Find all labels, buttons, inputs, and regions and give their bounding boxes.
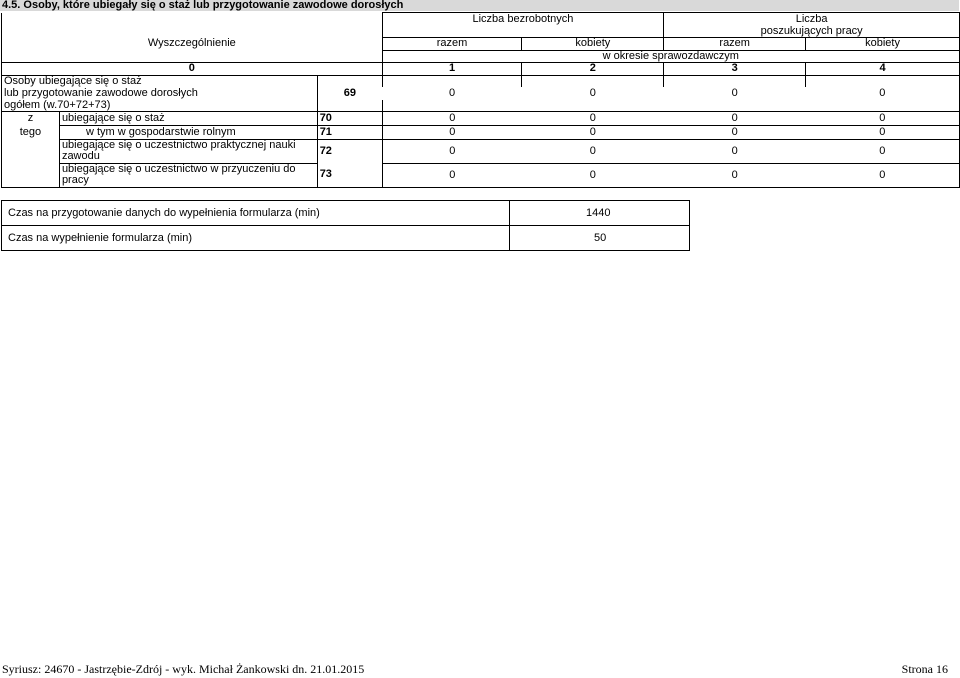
row-number: 72: [317, 139, 382, 163]
row-value: 0: [806, 111, 960, 125]
row-value: 0: [522, 163, 664, 187]
total-row-label-line2: lub przygotowanie zawodowe dorosłych: [2, 87, 318, 100]
total-value-1: 0: [448, 86, 456, 99]
col-number-2: 2: [522, 62, 664, 75]
table-row: [2, 111, 960, 125]
prep-time-row: [2, 201, 690, 226]
col-header-razem-2: razem: [664, 37, 806, 50]
row-value: 0: [664, 139, 806, 163]
total-row: [2, 75, 960, 87]
prep-time-label: Czas na przygotowanie danych do wypełnienia formularza (min): [2, 201, 510, 226]
total-row-mid: [2, 87, 960, 100]
row-number: 71: [317, 125, 382, 139]
col-number-4: 4: [806, 62, 960, 75]
row-value: 0: [806, 125, 960, 139]
row-label: ubiegające się o staż: [59, 111, 317, 125]
prep-time-value: 1440: [510, 201, 690, 226]
z-label: z: [2, 111, 60, 125]
time-table: [1, 200, 690, 251]
table-row: [2, 163, 960, 175]
row-value: 0: [806, 139, 960, 163]
row-label-header: Wyszczególnienie: [2, 37, 383, 50]
row-label: w tym w gospodarstwie rolnym: [59, 125, 317, 139]
row-label-line2: pracy: [59, 175, 317, 187]
row-label-line2: zawodu: [59, 151, 317, 163]
row-value: 0: [522, 139, 664, 163]
fill-time-label: Czas na wypełnienie formularza (min): [2, 226, 510, 251]
row-label-line1: ubiegające się o uczestnictwo praktycznej nauki: [59, 139, 317, 151]
row-label-line1: ubiegające się o uczestnictwo w przyuczeniu do: [59, 163, 317, 175]
table-row: [2, 125, 960, 139]
row-value: 0: [382, 163, 522, 187]
row-value: 0: [664, 163, 806, 187]
col-header-razem-1: razem: [382, 37, 522, 50]
header-columns-row: [2, 37, 960, 50]
fill-time-value: 50: [510, 226, 690, 251]
header-group-row: [2, 13, 960, 26]
tego-label: tego: [2, 125, 60, 139]
period-row: [2, 50, 960, 62]
row-value: 0: [382, 111, 522, 125]
page-number: Strona 16: [901, 662, 948, 676]
page-footer: [2, 662, 958, 677]
row-value: 0: [664, 111, 806, 125]
header-group-row-2: [2, 26, 960, 38]
period-label: w okresie sprawozdawczym: [382, 50, 959, 62]
total-row-label-line3: ogółem (w.70+72+73): [2, 100, 318, 112]
footer-left-text: Syriusz: 24670 - Jastrzębie-Zdrój - wyk. Michał Żankowski dn. 21.01.2015: [2, 662, 365, 676]
total-value-4: 0: [806, 87, 960, 100]
fill-time-row: [2, 226, 690, 251]
row-value: 0: [522, 111, 664, 125]
row-value: 0: [664, 125, 806, 139]
col-number-1: 1: [382, 62, 522, 75]
row-number: 73: [317, 163, 382, 187]
total-value-2: 0: [589, 86, 596, 99]
total-value-3: 0: [731, 86, 738, 99]
statistics-table: [1, 12, 960, 188]
header-job-seekers-line1: Liczba: [664, 13, 960, 26]
col-number-0: 0: [2, 62, 383, 75]
section-title: 4.5. Osoby, które ubiegały się o staż lub przygotowanie zawodowe dorosłych: [0, 0, 959, 11]
total-row-number: 69: [343, 86, 357, 99]
row-value: 0: [806, 163, 960, 187]
row-number: 70: [317, 111, 382, 125]
total-row-label-line1: Osoby ubiegające się o staż: [2, 75, 318, 87]
col-header-kobiety-2: kobiety: [806, 37, 960, 50]
total-row-end: [2, 100, 960, 112]
col-header-kobiety-1: kobiety: [522, 37, 664, 50]
col-number-3: 3: [664, 62, 806, 75]
row-value: 0: [522, 125, 664, 139]
column-number-row: [2, 62, 960, 75]
table-row: [2, 139, 960, 151]
row-value: 0: [382, 139, 522, 163]
row-value: 0: [382, 125, 522, 139]
header-job-seekers-line2: poszukujących pracy: [664, 26, 960, 38]
header-unemployed: Liczba bezrobotnych: [382, 13, 664, 26]
